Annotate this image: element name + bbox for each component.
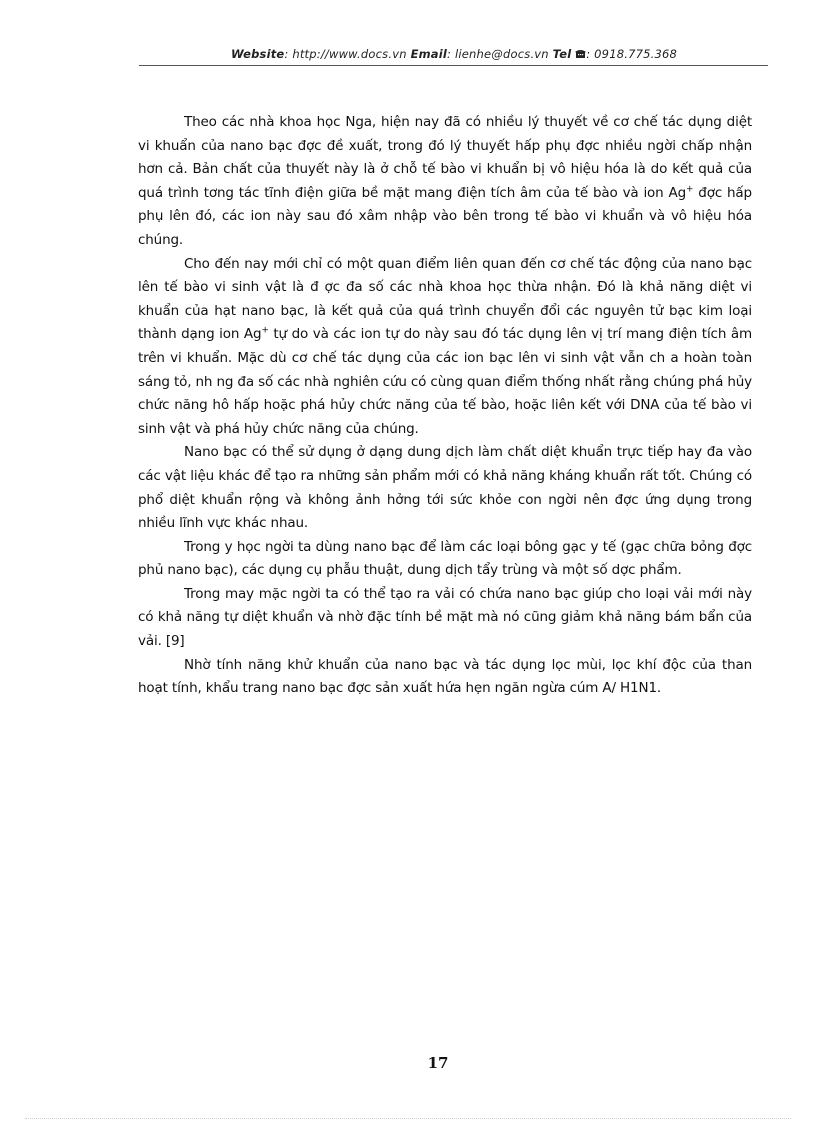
phone-icon [575,49,586,59]
paragraph: Trong may mặc ngời ta có thể tạo ra vải có chứa nano bạc giúp cho loại vải mới này có khả năng tự diệt khuẩn và nhờ đặc tính bề mặt mà nó cũng giảm khả năng bám bẩn của vải. [9] [138,585,752,650]
page-header [140,47,768,61]
tel-value: : 0918.775.368 [586,47,678,61]
paragraph: Trong y học ngời ta dùng nano bạc để làm các loại bông gạc y tế (gạc chữa bỏng đợc phủ nano bạc), các dụng cụ phẫu thuật, dung dịch tẩy trùng và một số dợc phẩm. [138,538,752,579]
paragraph: Theo các nhà khoa học Nga, hiện nay đã có nhiều lý thuyết về cơ chế tác dụng diệt vi khuẩn của nano bạc đợc đề xuất, trong đó lý thuyết hấp phụ đợc nhiều ngời chấp nhận hơn cả. Bản chất của thuyết này là ở chỗ tế bào vi khuẩn bị vô hiệu hóa là do kết quả của quá trình tơng tác tĩnh điện giữa bề mặt mang điện tích âm của tế bào và ion Ag+ đợc hấp phụ lên đó, các ion này sau đó xâm nhập vào bên trong tế bào vi khuẩn và vô hiệu hóa chúng. [138,114,752,248]
website-label: Website [230,47,285,61]
website-value: : http://www.docs.vn [284,47,407,61]
document-body [138,111,752,701]
paragraph: Nhờ tính năng khử khuẩn của nano bạc và tác dụng lọc mùi, lọc khí độc của than hoạt tính, khẩu trang nano bạc đợc sản xuất hứa hẹn ngăn ngừa cúm A/ H1N1. [138,656,752,697]
header-divider [139,65,768,66]
page-bottom-border [25,1118,791,1119]
email-label: Email [410,47,448,61]
tel-label: Tel [552,47,572,61]
page-number: 17 [427,1054,449,1072]
paragraph: Cho đến nay mới chỉ có một quan điểm liên quan đến cơ chế tác động của nano bạc lên tế bào vi sinh vật là đ ợc đa số các nhà khoa học thừa nhận. Đó là khả năng diệt vi khuẩn của hạt nano bạc, là kết quả của quá trình chuyển đổi các nguyên tử bạc kim loại thành dạng ion Ag+ tự do và các ion tự do này sau đó tác dụng lên vị trí mang điện tích âm trên vi khuẩn. Mặc dù cơ chế tác dụng của các ion bạc lên vi sinh vật vẫn ch a hoàn toàn sáng tỏ, nh ng đa số các nhà nghiên cứu có cùng quan điểm thống nhất rằng chúng phá hủy chức năng hô hấp hoặc phá hủy chức năng của tế bào, hoặc liên kết với DNA của tế bào vi sinh vật và phá hủy chức năng của chúng. [138,255,753,437]
paragraph: Nano bạc có thể sử dụng ở dạng dung dịch làm chất diệt khuẩn trực tiếp hay đa vào các vật liệu khác để tạo ra những sản phẩm mới có khả năng kháng khuẩn rất tốt. Chúng có phổ diệt khuẩn rộng và không ảnh hởng tới sức khỏe con ngời nên đợc ứng dụng trong nhiều lĩnh vực khác nhau. [138,444,752,532]
email-value: : lienhe@docs.vn [447,47,549,61]
